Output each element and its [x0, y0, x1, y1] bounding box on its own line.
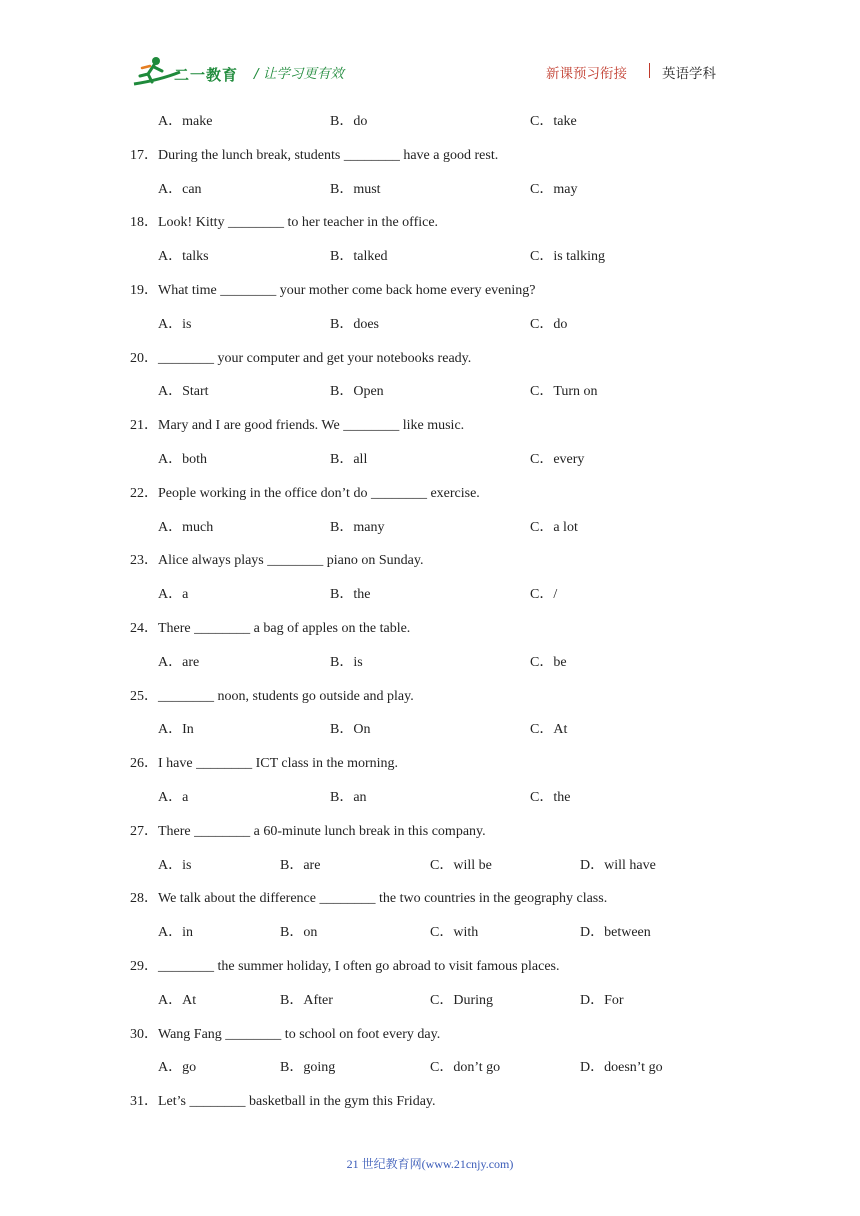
answer-option: A．Start: [158, 384, 209, 400]
answer-option: D．For: [580, 992, 624, 1008]
answer-option: C．is talking: [530, 249, 606, 265]
answer-option: B．On: [330, 722, 371, 738]
answer-option: A．talks: [158, 249, 209, 265]
answer-option: A．is: [158, 857, 192, 873]
answer-option: A．At: [158, 992, 197, 1008]
answer-option: B．does: [330, 316, 379, 332]
answer-option: B．do: [330, 114, 368, 129]
answer-option: C．with: [430, 925, 479, 941]
answer-option: C．the: [530, 790, 571, 805]
question-stem: 30．Wang Fang ________ to school on foot every day.: [130, 1026, 441, 1042]
question-stem: 18．Look! Kitty ________ to her teacher in the office.: [130, 215, 439, 231]
subject-label: 英语学科: [662, 66, 716, 82]
question-stem: 31．Let’s ________ basketball in the gym this Friday.: [130, 1094, 436, 1110]
answer-option: B．must: [330, 181, 381, 197]
logo-text: 二一教育: [174, 66, 239, 84]
answer-option: C．do: [530, 316, 568, 332]
answer-option: A．a: [158, 587, 189, 603]
course-label: 新课预习衔接: [546, 66, 627, 82]
answer-option: B．are: [280, 857, 321, 873]
answer-option: B．is: [330, 654, 363, 670]
question-stem: 24．There ________ a bag of apples on the table.: [130, 621, 411, 636]
answer-option: B．the: [330, 587, 371, 603]
answer-option: C．take: [530, 114, 577, 129]
answer-option: C．a lot: [530, 519, 578, 535]
question-stem: 28．We talk about the difference ________ the two countries in the geography class.: [130, 891, 608, 907]
answer-option: A．much: [158, 519, 214, 535]
answer-option: A．a: [158, 790, 189, 805]
answer-option: B．After: [280, 992, 333, 1008]
answer-option: B．many: [330, 519, 385, 535]
question-stem: 19．What time ________ your mother come back home every evening?: [130, 283, 536, 298]
answer-option: C．don’t go: [430, 1060, 501, 1076]
answer-option: A．both: [158, 452, 207, 467]
question-stem: 25．________ noon, students go outside and play.: [130, 688, 414, 704]
slogan: / 让学习更有效: [254, 66, 344, 82]
answer-option: A．is: [158, 316, 192, 332]
answer-option: A．go: [158, 1060, 197, 1076]
answer-option: D．will have: [580, 857, 656, 873]
answer-option: A．make: [158, 114, 213, 129]
answer-option: B．on: [280, 925, 318, 941]
answer-option: B．going: [280, 1060, 336, 1076]
answer-option: A．in: [158, 925, 193, 941]
question-stem: 26．I have ________ ICT class in the morning.: [130, 756, 399, 772]
answer-option: B．all: [330, 452, 368, 467]
question-stem: 17．During the lunch break, students ________ have a good rest.: [130, 147, 499, 163]
page-header: [0, 0, 860, 100]
answer-option: C．At: [530, 722, 568, 738]
answer-option: D．doesn’t go: [580, 1060, 663, 1076]
answer-option: B．Open: [330, 384, 384, 400]
answer-option: C．every: [530, 452, 585, 467]
answer-option: C．/: [530, 587, 558, 603]
answer-option: C．During: [430, 992, 493, 1008]
answer-option: C．will be: [430, 857, 492, 873]
question-stem: 21．Mary and I are good friends. We ________ like music.: [130, 418, 465, 434]
question-stem: 20．________ your computer and get your notebooks ready.: [130, 350, 472, 366]
answer-option: C．may: [530, 181, 578, 197]
answer-option: D．between: [580, 925, 651, 941]
question-stem: 22．People working in the office don’t do ________ exercise.: [130, 485, 480, 501]
answer-option: C．be: [530, 654, 567, 670]
page-footer: 21 世纪教育网(www.21cnjy.com): [346, 1157, 514, 1171]
answer-option: B．an: [330, 790, 367, 805]
header-divider: [649, 63, 650, 78]
question-stem: 29．________ the summer holiday, I often go abroad to visit famous places.: [130, 959, 560, 974]
answer-option: A．are: [158, 654, 200, 670]
answer-option: A．can: [158, 181, 202, 197]
answer-option: A．In: [158, 722, 194, 738]
answer-option: B．talked: [330, 249, 388, 265]
answer-option: C．Turn on: [530, 384, 598, 400]
question-stem: 23．Alice always plays ________ piano on Sunday.: [130, 553, 424, 569]
question-stem: 27．There ________ a 60-minute lunch break in this company.: [130, 823, 486, 839]
